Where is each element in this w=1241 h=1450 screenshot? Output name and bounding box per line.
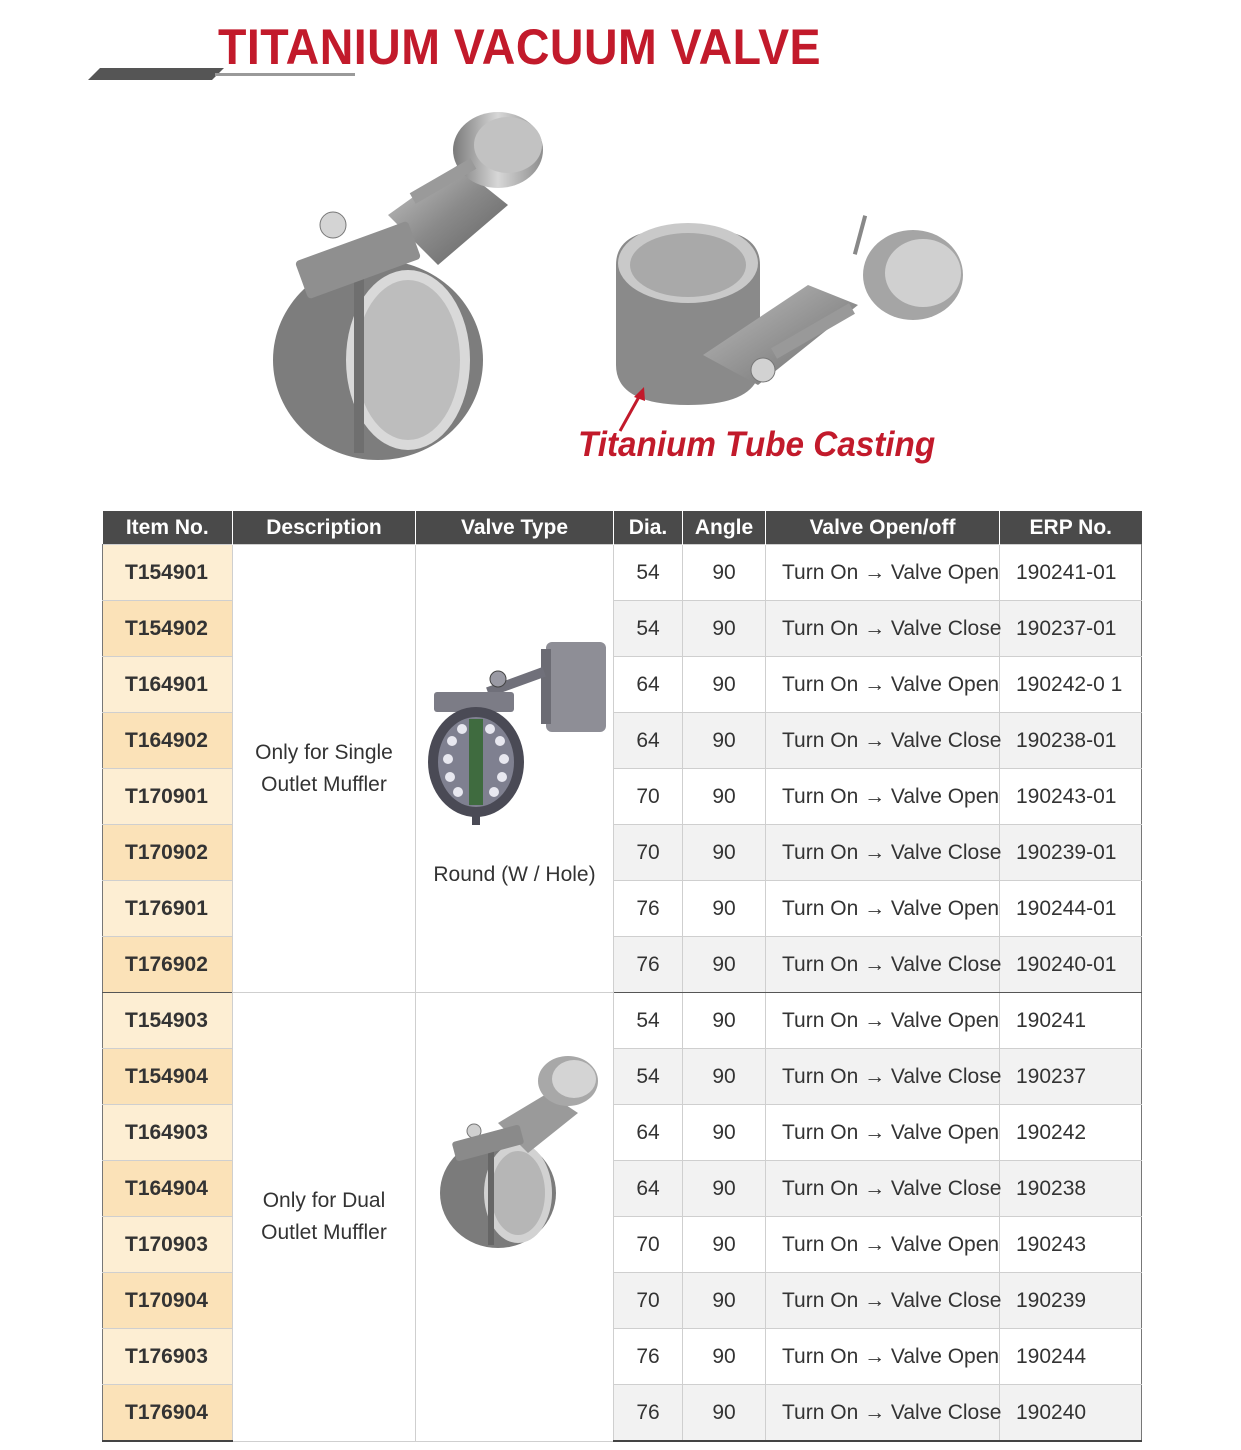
- cell-dia: 70: [614, 1217, 683, 1273]
- cell-valve-open-off: Turn On → Valve Close: [766, 825, 1000, 881]
- cell-valve-type: [416, 545, 614, 993]
- cell-valve-open-off: Turn On → Valve Open: [766, 1105, 1000, 1161]
- table-row: [103, 545, 1142, 601]
- page-title: TITANIUM VACUUM VALVE: [218, 19, 822, 75]
- cell-item-no: T154902: [103, 601, 233, 657]
- cell-dia: 54: [614, 601, 683, 657]
- cell-angle: 90: [683, 769, 766, 825]
- cell-valve-open-off: Turn On → Valve Close: [766, 1385, 1000, 1442]
- valve-photo-front: [268, 105, 558, 465]
- cell-erp-no: 190242: [1000, 1105, 1142, 1161]
- cell-erp-no: 190237: [1000, 1049, 1142, 1105]
- cell-item-no: T170901: [103, 769, 233, 825]
- cell-erp-no: 190239-01: [1000, 825, 1142, 881]
- cell-valve-open-off: Turn On → Valve Open: [766, 993, 1000, 1049]
- cell-description: Only for Dual Outlet Muffler: [233, 993, 416, 1442]
- cell-valve-open-off: Turn On → Valve Close: [766, 1049, 1000, 1105]
- cell-erp-no: 190243: [1000, 1217, 1142, 1273]
- cell-angle: 90: [683, 1385, 766, 1442]
- cell-item-no: T176902: [103, 937, 233, 993]
- cell-dia: 54: [614, 993, 683, 1049]
- cell-item-no: T176903: [103, 1329, 233, 1385]
- header-description: Description: [233, 511, 416, 545]
- cell-dia: 70: [614, 825, 683, 881]
- cell-dia: 54: [614, 1049, 683, 1105]
- cell-angle: 90: [683, 713, 766, 769]
- cell-valve-open-off: Turn On → Valve Close: [766, 713, 1000, 769]
- cell-erp-no: 190238-01: [1000, 713, 1142, 769]
- valve-photo-side: [608, 215, 973, 415]
- cell-valve-open-off: Turn On → Valve Open: [766, 1329, 1000, 1385]
- cell-angle: 90: [683, 657, 766, 713]
- header-valve-type: Valve Type: [416, 511, 614, 545]
- cell-angle: 90: [683, 1329, 766, 1385]
- cell-item-no: T176904: [103, 1385, 233, 1442]
- cell-angle: 90: [683, 881, 766, 937]
- table-row: [103, 993, 1142, 1049]
- cell-erp-no: 190244-01: [1000, 881, 1142, 937]
- cell-item-no: T154904: [103, 1049, 233, 1105]
- cell-valve-open-off: Turn On → Valve Open: [766, 769, 1000, 825]
- header-item-no: Item No.: [103, 511, 233, 545]
- cell-dia: 70: [614, 1273, 683, 1329]
- cell-angle: 90: [683, 545, 766, 601]
- cell-valve-open-off: Turn On → Valve Close: [766, 601, 1000, 657]
- header-valve-open-off: Valve Open/off: [766, 511, 1000, 545]
- cell-erp-no: 190241: [1000, 993, 1142, 1049]
- cell-erp-no: 190240-01: [1000, 937, 1142, 993]
- cell-valve-open-off: Turn On → Valve Close: [766, 1273, 1000, 1329]
- cell-dia: 64: [614, 1105, 683, 1161]
- cell-item-no: T164904: [103, 1161, 233, 1217]
- cell-angle: 90: [683, 937, 766, 993]
- header-dia: Dia.: [614, 511, 683, 545]
- cell-dia: 76: [614, 937, 683, 993]
- cell-dia: 54: [614, 545, 683, 601]
- cell-erp-no: 190242-0 1: [1000, 657, 1142, 713]
- cell-angle: 90: [683, 1161, 766, 1217]
- cell-erp-no: 190240: [1000, 1385, 1142, 1442]
- cell-item-no: T170903: [103, 1217, 233, 1273]
- header-angle: Angle: [683, 511, 766, 545]
- cell-item-no: T170904: [103, 1273, 233, 1329]
- cell-angle: 90: [683, 1105, 766, 1161]
- cell-item-no: T170902: [103, 825, 233, 881]
- cell-erp-no: 190244: [1000, 1329, 1142, 1385]
- cell-item-no: T164903: [103, 1105, 233, 1161]
- cell-item-no: T164902: [103, 713, 233, 769]
- cell-erp-no: 190241-01: [1000, 545, 1142, 601]
- cell-angle: 90: [683, 1273, 766, 1329]
- title-decoration-bar: [88, 68, 224, 80]
- cell-dia: 76: [614, 1385, 683, 1442]
- cell-item-no: T164901: [103, 657, 233, 713]
- cell-valve-open-off: Turn On → Valve Close: [766, 1161, 1000, 1217]
- cell-valve-open-off: Turn On → Valve Close: [766, 937, 1000, 993]
- cell-dia: 64: [614, 1161, 683, 1217]
- cell-item-no: T176901: [103, 881, 233, 937]
- cell-angle: 90: [683, 1049, 766, 1105]
- cell-valve-open-off: Turn On → Valve Open: [766, 881, 1000, 937]
- round-valve-diagram: [426, 637, 611, 827]
- cell-dia: 64: [614, 713, 683, 769]
- cell-erp-no: 190239: [1000, 1273, 1142, 1329]
- valve-type-label: Round (W / Hole): [433, 863, 596, 886]
- cell-dia: 76: [614, 1329, 683, 1385]
- cell-erp-no: 190238: [1000, 1161, 1142, 1217]
- header-erp-no: ERP No.: [1000, 511, 1142, 545]
- cell-angle: 90: [683, 1217, 766, 1273]
- cell-angle: 90: [683, 825, 766, 881]
- spec-table: [102, 511, 1142, 1442]
- cell-valve-open-off: Turn On → Valve Open: [766, 1217, 1000, 1273]
- cell-angle: 90: [683, 601, 766, 657]
- table-header-row: [103, 511, 1142, 545]
- cell-dia: 70: [614, 769, 683, 825]
- cell-valve-open-off: Turn On → Valve Open: [766, 545, 1000, 601]
- cell-dia: 76: [614, 881, 683, 937]
- cell-description: Only for Single Outlet Muffler: [233, 545, 416, 993]
- caption-titanium-tube: Titanium Tube Casting: [578, 425, 936, 464]
- cell-item-no: T154903: [103, 993, 233, 1049]
- cell-valve-open-off: Turn On → Valve Open: [766, 657, 1000, 713]
- cell-erp-no: 190243-01: [1000, 769, 1142, 825]
- valve-product-photo: [438, 1053, 608, 1253]
- cell-valve-type: [416, 993, 614, 1442]
- cell-angle: 90: [683, 993, 766, 1049]
- cell-item-no: T154901: [103, 545, 233, 601]
- cell-dia: 64: [614, 657, 683, 713]
- cell-erp-no: 190237-01: [1000, 601, 1142, 657]
